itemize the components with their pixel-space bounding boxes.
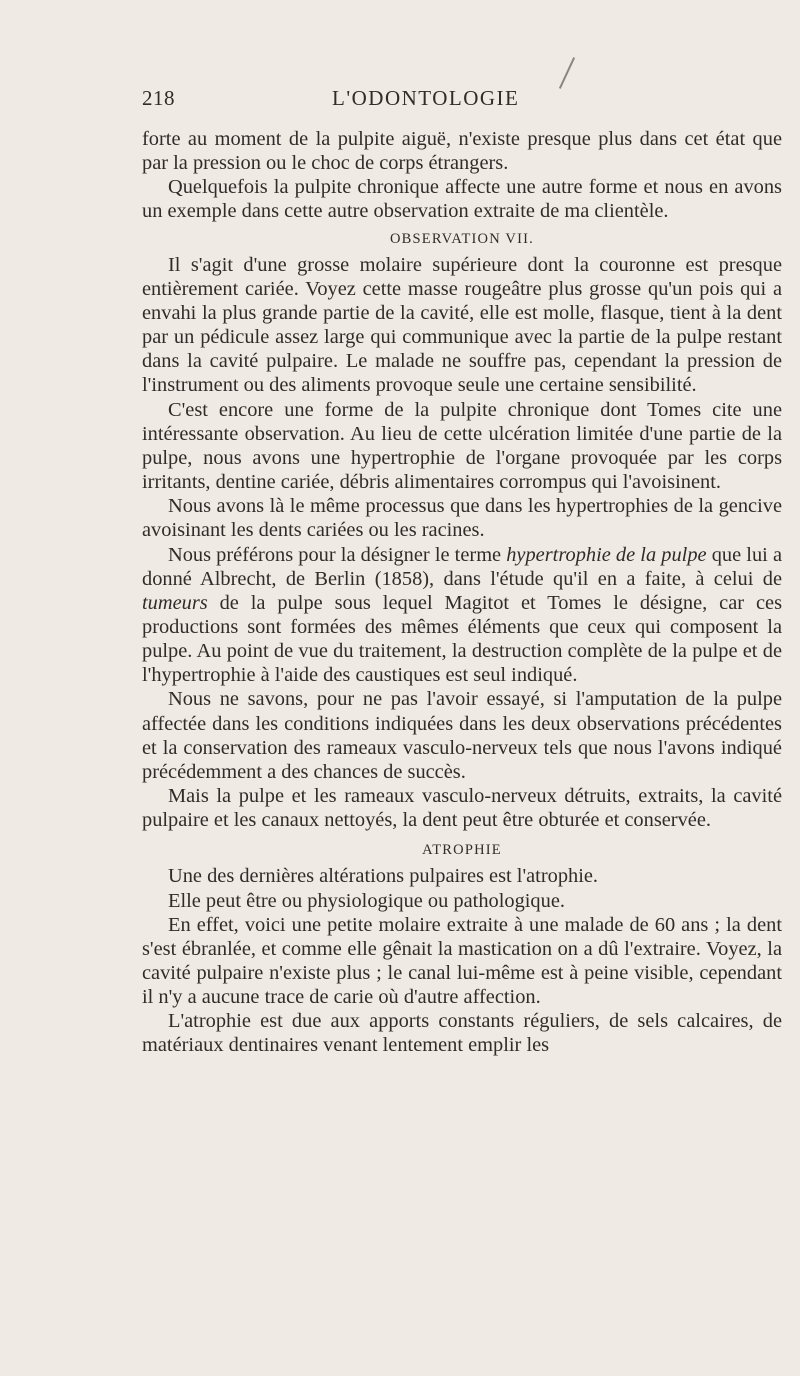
paragraph-6-part-b: que lui a donné Albrecht, de Berlin (1858), dans l'étude qu'il en a faite, à celui de — [142, 543, 782, 590]
section-heading-atrophie: ATROPHIE — [422, 842, 502, 859]
paragraph-4: C'est encore une forme de la pulpite chronique dont Tomes cite une intéressante observation. Au lieu de cette ulcération limitée d'une partie de la pulpe, nous avons une hypertrophie de l'organe provoquée par les corps irritants, dentine cariée, débris alimentaires corrompus qui l'avoisinent. — [142, 398, 782, 494]
page-number: 218 — [142, 86, 175, 110]
paragraph-8: Mais la pulpe et les rameaux vasculo-nerveux détruits, extraits, la cavité pulpaire et les canaux nettoyés, la dent peut être obturée et conservée. — [142, 785, 782, 832]
body-text — [142, 127, 782, 1058]
paragraph-1: forte au moment de la pulpite aiguë, n'existe presque plus dans cet état que par la pression ou le choc de corps étrangers. — [142, 128, 782, 175]
paragraph-10: Elle peut être ou physiologique ou pathologique. — [168, 889, 565, 912]
paragraph-3: Il s'agit d'une grosse molaire supérieure dont la couronne est presque entièrement cariée. Voyez cette masse rougeâtre plus grosse qu'un pois qui a envahi la plus grande partie de la cavité, elle est molle, flasque, tient à la dent par un pédicule assez large qui communique avec la partie de la pulpe restant dans la cavité pulpaire. Le malade ne souffre pas, cependant la pression de l'instrument ou des aliments provoque seule une certaine sensibilité. — [142, 253, 782, 397]
paragraph-6 — [142, 543, 782, 688]
paragraph-6-part-a: Nous préférons pour la désigner le terme — [168, 543, 507, 566]
pencil-mark — [559, 57, 575, 89]
paragraph-12: L'atrophie est due aux apports constants réguliers, de sels calcaires, de matériaux dentinaires venant lentement emplir les — [142, 1010, 782, 1057]
paragraph-5: Nous avons là le même processus que dans les hypertrophies de la gencive avoisinant les dents cariées ou les racines. — [142, 495, 782, 542]
paragraph-7: Nous ne savons, pour ne pas l'avoir essayé, si l'amputation de la pulpe affectée dans les conditions indiquées dans les deux observations précédentes et la conservation des rameaux vasculo-nerveux tels que nous l'avons indiqué précédemment a des chances de succès. — [142, 688, 782, 783]
paragraph-2: Quelquefois la pulpite chronique affecte une autre forme et nous en avons un exemple dans cette autre observation extraite de ma clientèle. — [142, 176, 782, 223]
term-tumeurs: tumeurs — [142, 591, 208, 614]
term-hypertrophie-de-la-pulpe: hypertrophie de la pulpe — [506, 543, 707, 566]
paragraph-9: Une des dernières altérations pulpaires est l'atrophie. — [168, 865, 599, 888]
section-heading-observation: OBSERVATION VII. — [390, 230, 534, 247]
paragraph-6-part-c: de la pulpe sous lequel Magitot et Tomes le désigne, car ces productions sont formées des mêmes éléments que ceux qui composent la pulpe. Au point de vue du traitement, la destruction complète de la pulpe et de l'hypertrophie à l'aide des caustiques est seul indiqué. — [142, 591, 782, 687]
paragraph-11: En effet, voici une petite molaire extraite à une malade de 60 ans ; la dent s'est ébranlée, et comme elle gênait la mastication on a dû l'extraire. Voyez, la cavité pulpaire n'existe plus ; le canal lui-même est à peine visible, cependant il n'y a aucune trace de carie où d'autre affection. — [142, 913, 782, 1009]
running-title: L'ODONTOLOGIE — [332, 86, 520, 110]
page-header — [142, 86, 782, 116]
